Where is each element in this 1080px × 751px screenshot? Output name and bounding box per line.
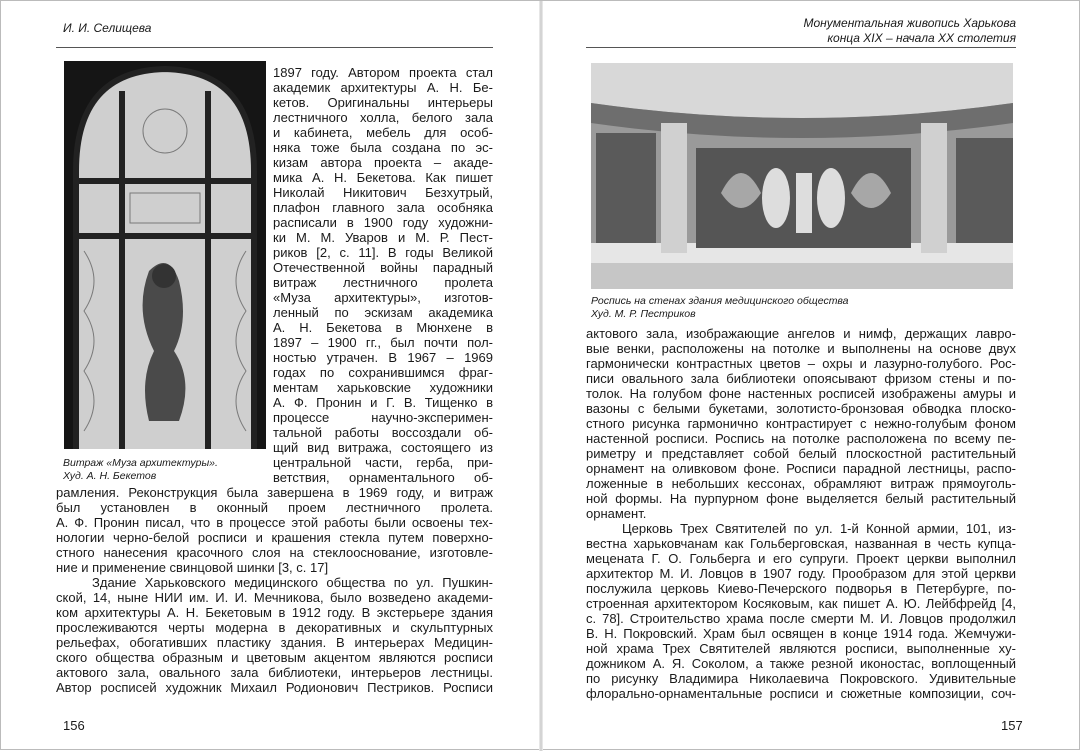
text-line: рельефах, обогативших пластику здания. В интерьерах Медицин- [56,635,493,650]
caption-line: Роспись на стенах здания медицинского общества [591,295,849,307]
caption-line: Худ. М. Р. Пестриков [591,308,696,320]
text-line: дожником А. Я. Соколом, а также резной иконостас, воплощенный [586,656,1016,671]
text-line: лестничного холла, белого зала [273,110,493,125]
text-line: вестна харьковчанам как Гольберговская, названная в честь купца- [586,536,1016,551]
text-line: актового зала, изображающие ангелов и нимф, держащих лавро- [586,326,1016,341]
text-line: вазоны с белыми букетами, золотисто-бронзовая обводка плоско- [586,401,1016,416]
text-line: по рисунку Владимира Николаевича Покровского. Удивительные [586,671,1016,686]
text-line: настенной росписи. Роспись на потолке расположена по всему пе- [586,431,1016,446]
text-line: ной формы. На пурпурном фоне выделяется белый растительный [586,491,1016,506]
figure-caption [591,295,849,321]
text-line: мика А. Н. Бекетова. Как пишет [273,170,493,185]
text-line: А. Ф. Пронин и Г. В. Тищенко в [273,395,493,410]
stained-glass-photo [64,61,266,449]
text-line: архитектор М. И. Ловцов в 1907 году. Прообразом для этой церкви [586,566,1016,581]
text-line: Отечественной войны парадный [273,260,493,275]
text-line: «Муза архитектуры», изготов- [273,290,493,305]
text-line: ветствия, орнаментального об- [273,470,493,485]
left-page [1,1,541,751]
body-text [56,485,493,695]
text-line: и кабинета, мебель для особ- [273,125,493,140]
text-line: ложенные в небольших кессонах, обрамляют витраж прямоуголь- [586,476,1016,491]
text-line: толок. На голубом фоне настенных росписей изображены амуры и [586,386,1016,401]
text-line: с. 78]. Строительство храма после смерти М. И. Ловцов продолжил [586,611,1016,626]
text-line: кизам автора проекта – акаде- [273,155,493,170]
text-line: ленный по эскизам академика [273,305,493,320]
text-line: академик архитектуры А. Н. Бе- [273,80,493,95]
text-line: риметру и представляет собой белый плоскостной растительный [586,446,1016,461]
text-line: В. Н. Покровский. Храм был освящен в конце 1914 года. Жемчужи- [586,626,1016,641]
text-line: строенная архитектором Косяковым, как пишет А. Ю. Лейбфрейд [4, [586,596,1016,611]
header-line: Монументальная живопись Харькова [803,16,1016,30]
text-line: центральной части, герба, при- [273,455,493,470]
header-rule [56,47,493,48]
text-line: ние и применение свинцовой шинки [3, с. 17] [56,560,329,575]
text-line: 1897 – 1900 гг., был почти пол- [273,335,493,350]
text-line: расписали в 1900 году художни- [273,215,493,230]
text-line: Николай Никитович Безхутрый, [273,185,493,200]
page-number: 156 [63,718,85,733]
page-number: 157 [1001,718,1023,733]
text-column [273,65,493,485]
text-line: нологии черно-белой росписи и крашения стекла путем поверхно- [56,530,493,545]
running-header-author: И. И. Селищева [63,21,152,35]
text-line: А. Н. Бекетова в Мюнхене в [273,320,493,335]
text-line: Автор росписей художник Михаил Родионович Пестриков. Росписи [56,680,493,695]
text-line: 1897 году. Автором проекта стал [273,65,493,80]
text-line: вые венки, расположены на потолке и выполнены на основе двух [586,341,1016,356]
text-line: актового зала, овального зала библиотеки, интерьеров лестницы. [56,665,493,680]
text-line: ностью утрачен. В 1967 – 1969 [273,350,493,365]
text-line: щий вид витража, состоящего из [273,440,493,455]
text-line: Здание Харьковского медицинского общества по ул. Пушкин- [92,575,493,590]
caption-line: Худ. А. Н. Бекетов [63,470,157,482]
text-line: тальной работы воссоздали об- [273,425,493,440]
body-text [586,326,1016,701]
text-line: ком архитектуры А. Н. Бекетовым в 1912 году. В экстерьере здания [56,605,493,620]
header-line: конца XIX – начала XX столетия [827,31,1016,45]
header-rule [586,47,1016,48]
text-line: орнамент. [586,506,647,521]
text-line: стного нанесения красочного слоя на стеклооснование, изготовле- [56,545,493,560]
text-line: ной храма Трех Святителей являются росписи, выполненные ху- [586,641,1016,656]
text-line: процессе научно-эксперимен- [273,410,493,425]
text-line: был установлен в оконный проем лестничного пролета. [56,500,493,515]
text-line: ского общества образным и цветовым акцентом являются росписи [56,650,493,665]
text-line: прослеживаются черты модерна в декоративных и скульптурных [56,620,493,635]
text-line: А. Ф. Пронин писал, что в процессе этой работы были освоены тех- [56,515,493,530]
text-line: няка тоже была создана по эс- [273,140,493,155]
right-page [541,1,1080,751]
text-line: послужила церковь Киево-Печерского подворья в Петербурге, по- [586,581,1016,596]
text-line: писи овального зала библиотеки опоясывают фризом стены и по- [586,371,1016,386]
text-line: орнамент на оливковом фоне. Росписи парадной лестницы, распо- [586,461,1016,476]
caption-line: Витраж «Муза архитектуры». [63,457,218,469]
text-line: стного рисунка гармонично контрастирует с нежно-голубым фоном [586,416,1016,431]
fresco-photo [591,63,1013,289]
text-line: рамления. Реконструкция была завершена в 1969 году, и витраж [56,485,493,500]
text-line: мецената Г. О. Гольберга и его супруги. Проект церкви выполнил [586,551,1016,566]
text-line: ки М. М. Уваров и М. Р. Пест- [273,230,493,245]
text-line: плафон главного зала особняка [273,200,493,215]
text-line: риков [2, с. 11]. В годы Великой [273,245,493,260]
text-line: витраж лестничного пролета [273,275,493,290]
text-line: ментам харьковские художники [273,380,493,395]
text-line: ской, 14, ныне НИИ им. И. И. Мечникова, было возведено академи- [56,590,493,605]
text-line: годах по сохранившимся фраг- [273,365,493,380]
text-line: гармонически контрастных цветов – охры и лазурно-голубого. Рос- [586,356,1016,371]
text-line: Церковь Трех Святителей по ул. 1-й Конной армии, 101, из- [622,521,1016,536]
figure-caption [63,457,218,483]
text-line: флорально-орнаментальные росписи и сюжетные композиции, соч- [586,686,1016,701]
text-line: кетов. Оригинальны интерьеры [273,95,493,110]
running-header-title [804,16,1016,46]
